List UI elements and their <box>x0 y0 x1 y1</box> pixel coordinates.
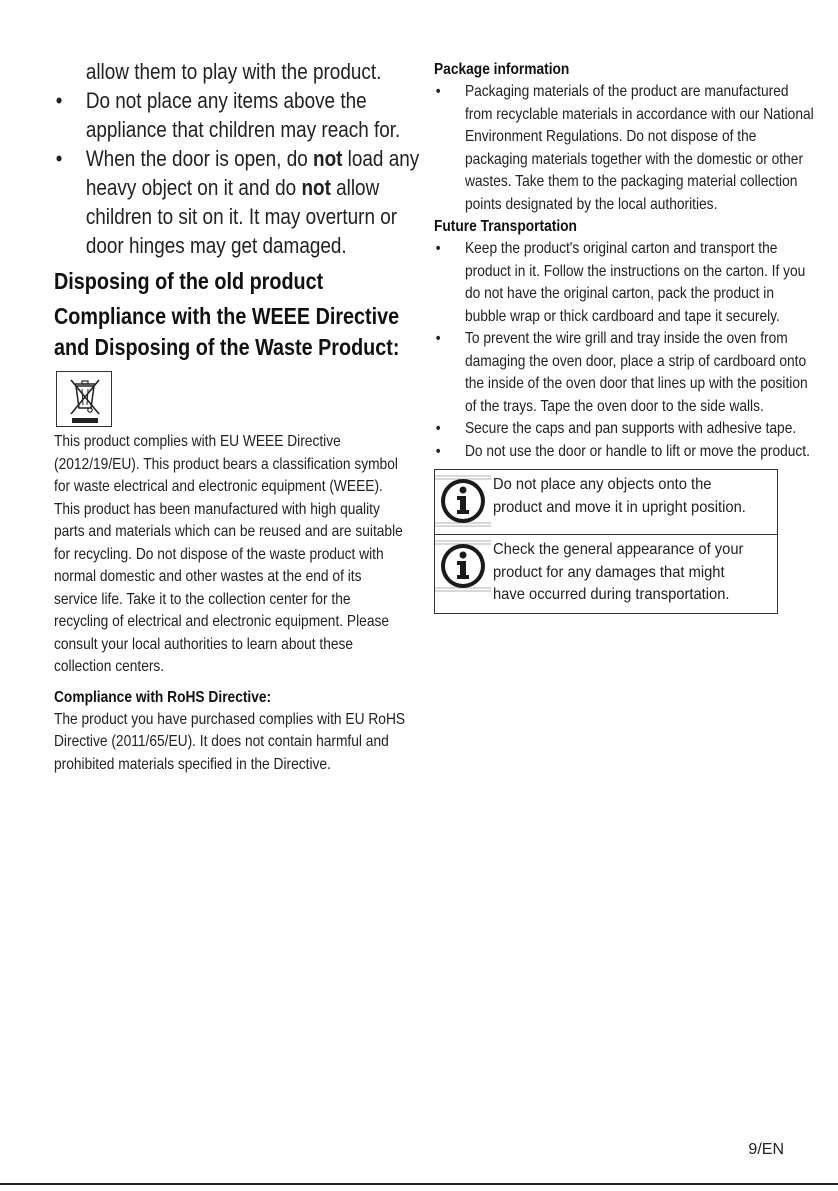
heading-future-transportation: Future Transportation <box>434 218 577 235</box>
heading-disposing-old-product: Disposing of the old product <box>54 268 324 294</box>
list-item <box>54 144 437 260</box>
bullet-text-part: allow children to sit on it. It may overturn or door hinges may get damaged. <box>85 175 398 258</box>
list-item <box>434 418 816 441</box>
bullet-icon: • <box>435 83 441 100</box>
package-list <box>434 81 814 216</box>
left-column <box>54 57 420 776</box>
page-number: 9/EN <box>748 1141 784 1158</box>
info-notes-box <box>434 469 778 614</box>
info-note-text: Do not place any objects onto the product and move it in upright position. <box>493 476 746 516</box>
heading-weee-compliance: Compliance with the WEEE Directive and Disposing of the Waste Product: <box>54 303 400 360</box>
weee-paragraph-1: This product complies with EU WEEE Directive (2012/19/EU). This product bears a classification symbol for waste electrical and electronic equipment (WEEE). <box>54 433 398 495</box>
bullet-icon: • <box>435 330 441 347</box>
weee-paragraph-2: This product has been manufactured with high quality parts and materials which can be reused and are suitable for recycling. Do not dispose of the waste product with normal domestic and other wastes at the end of its service life. Take it to the collection center for the recycling of electrical and electronic equipment. Please consult your local authorities to learn about these collection centers. <box>54 500 403 675</box>
list-item-text: Do not use the door or handle to lift or move the product. <box>464 442 810 460</box>
bullet-icon: • <box>435 240 441 257</box>
heading-package-information: Package information <box>434 61 570 78</box>
info-icon <box>435 474 491 528</box>
list-item <box>434 441 816 464</box>
bullet-icon: • <box>55 88 63 113</box>
bullet-icon: • <box>55 146 63 171</box>
list-item <box>434 328 816 418</box>
continued-bullet-text: allow them to play with the product. <box>85 59 382 84</box>
info-note <box>435 534 777 613</box>
bullet-icon: • <box>435 420 441 437</box>
bullet-icon: • <box>435 442 441 460</box>
bullet-text: Do not place any items above the appliance that children may reach for. <box>85 88 401 142</box>
rohs-paragraph: The product you have purchased complies with EU RoHS Directive (2011/65/EU). It does not contain harmful and prohibited materials specified in the Directive. <box>54 710 406 773</box>
info-icon <box>435 539 491 593</box>
footer-rule <box>0 1183 838 1185</box>
crossed-out-wheelie-bin-icon <box>56 371 112 427</box>
list-item-text: Keep the product's original carton and transport the product in it. Follow the instructions on the carton. If you do not have the original carton, pack the product in bubble wrap or thick cardboard and tape it securely. <box>464 240 806 325</box>
list-item <box>434 81 816 216</box>
bullet-text-part: When the door is open, do <box>85 146 314 171</box>
emphasis-not: not <box>313 146 343 171</box>
safety-bullet-list <box>54 86 420 260</box>
list-item <box>54 86 437 144</box>
list-item-text: To prevent the wire grill and tray inside the oven from damaging the oven door, place a strip of cardboard onto the inside of the oven door that lines up with the position of the trays. Tape the oven door to the side walls. <box>464 330 808 415</box>
emphasis-not: not <box>301 175 331 200</box>
info-note-text: Check the general appearance of your product for any damages that might have occurred during transportation. <box>493 541 744 603</box>
list-item <box>434 238 816 328</box>
list-item-text: Packaging materials of the product are manufactured from recyclable materials in accordance with our National Environment Regulations. Do not dispose of the packaging materials together with the domestic or other wastes. Take them to the packaging material collection points designated by the local authorities. <box>464 83 814 213</box>
right-column <box>434 59 814 614</box>
transport-list <box>434 238 810 463</box>
list-item-text: Secure the caps and pan supports with adhesive tape. <box>464 420 797 437</box>
bullet-text-part: load any heavy object on it and do <box>85 146 420 200</box>
info-note <box>435 470 777 534</box>
heading-rohs-compliance: Compliance with RoHS Directive: <box>54 688 272 706</box>
